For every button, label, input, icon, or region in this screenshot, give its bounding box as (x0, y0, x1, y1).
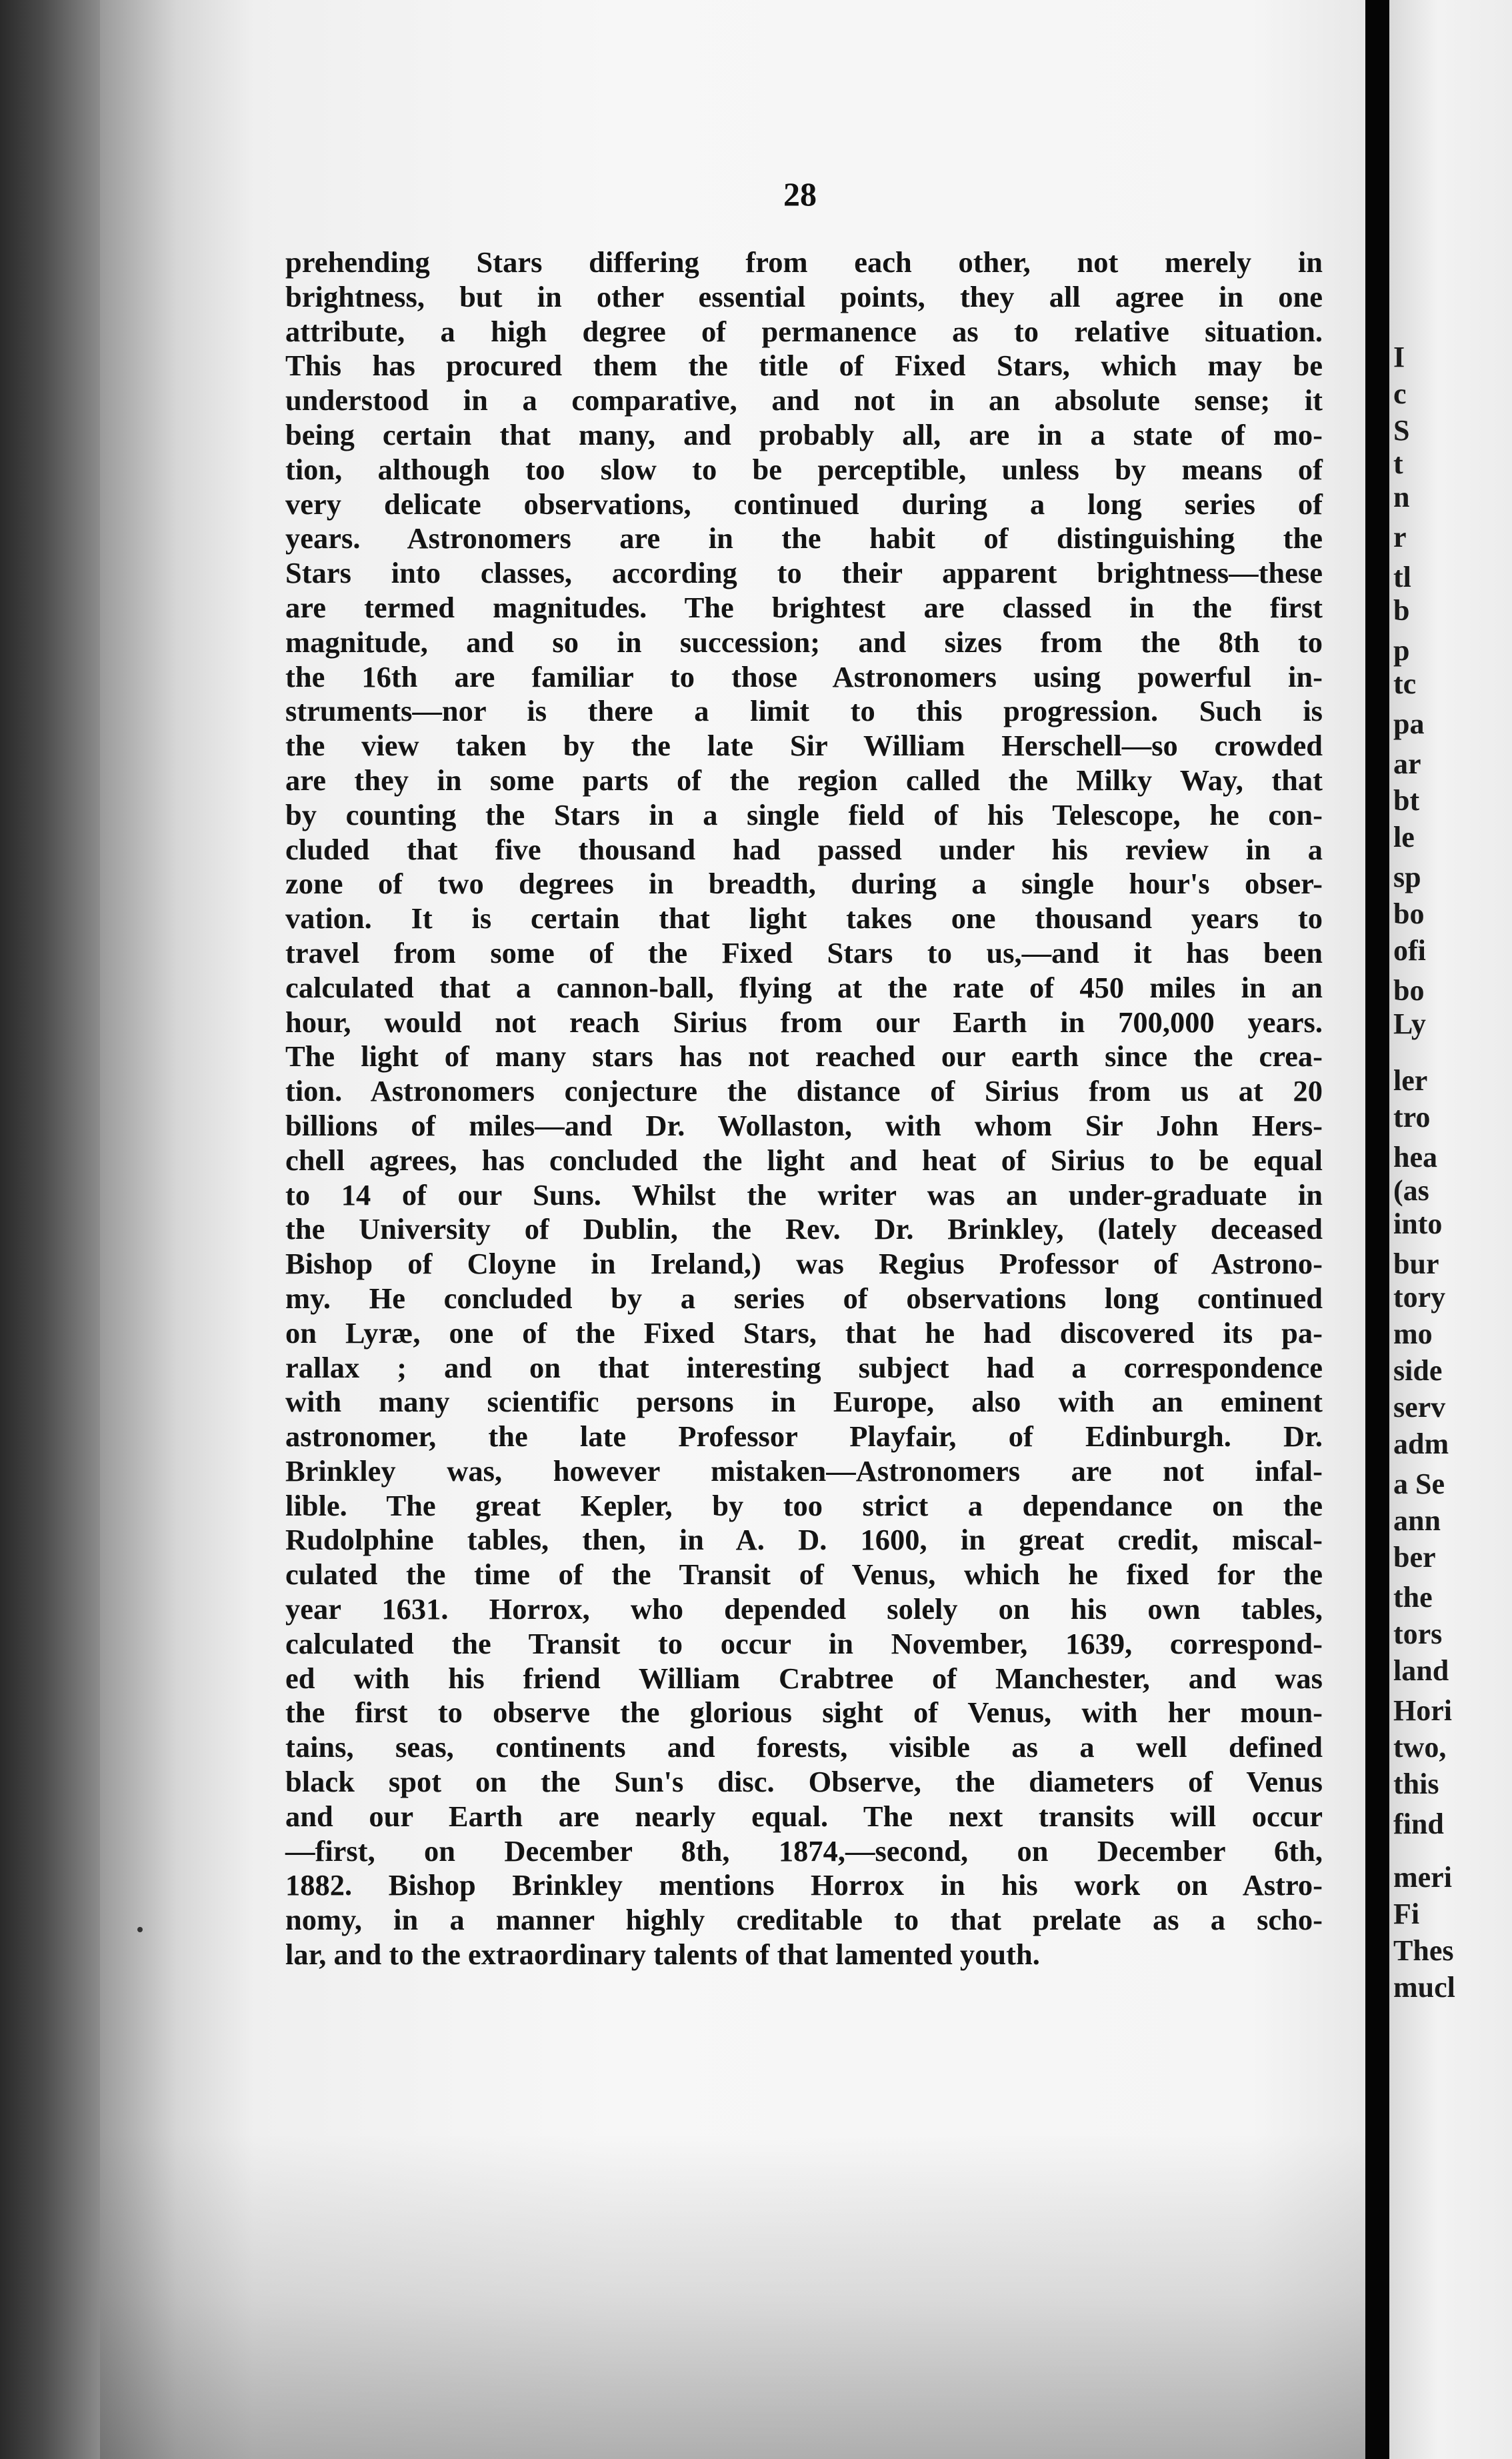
text-line: 1882. Bishop Brinkley mentions Horrox in his work on Astro- (285, 1868, 1323, 1902)
facing-page-fragment: mo (1393, 1318, 1433, 1350)
facing-page-fragment: (as (1393, 1174, 1429, 1207)
text-line: travel from some of the Fixed Stars to us,—and it has been (285, 935, 1323, 969)
facing-page-fragment: mucl (1393, 1971, 1455, 2004)
facing-page-fragment: bo (1393, 897, 1425, 930)
text-line: ed with his friend William Crabtree of Manchester, and was (285, 1661, 1323, 1695)
facing-page-fragment: bt (1393, 784, 1420, 817)
facing-page-fragment: bo (1393, 974, 1425, 1007)
facing-page-fragment: ar (1393, 747, 1421, 780)
text-line: Stars into classes, according to their apparent brightness—these (285, 556, 1323, 590)
facing-page-fragment: adm (1393, 1428, 1449, 1460)
facing-page-fragment: find (1393, 1808, 1444, 1840)
facing-page-fragment: serv (1393, 1391, 1446, 1424)
body-text (285, 245, 1323, 1972)
text-line: vation. It is certain that light takes one thousand years to (285, 901, 1323, 935)
facing-page-fragment: hea (1393, 1141, 1437, 1173)
text-line: Rudolphine tables, then, in A. D. 1600, in great credit, miscal- (285, 1523, 1323, 1557)
text-line: hour, would not reach Sirius from our Earth in 700,000 years. (285, 1005, 1323, 1039)
facing-page-fragment: ann (1393, 1504, 1441, 1537)
facing-page-fragment: two, (1393, 1731, 1447, 1764)
facing-page-fragment: this (1393, 1768, 1439, 1800)
text-line: the University of Dublin, the Rev. Dr. Brinkley, (lately deceased (285, 1212, 1323, 1246)
text-line: black spot on the Sun's disc. Observe, the diameters of Venus (285, 1765, 1323, 1799)
text-line: magnitude, and so in succession; and sizes from the 8th to (285, 625, 1323, 659)
text-line: nomy, in a manner highly creditable to that prelate as a scho- (285, 1903, 1323, 1937)
text-line: are termed magnitudes. The brightest are classed in the first (285, 590, 1323, 624)
text-line: tains, seas, continents and forests, visible as a well defined (285, 1730, 1323, 1764)
ink-speck (137, 1927, 143, 1932)
facing-page-fragment: Ly (1393, 1007, 1426, 1040)
facing-page-fragment: meri (1393, 1861, 1452, 1894)
text-line: by counting the Stars in a single field of his Telescope, he con- (285, 797, 1323, 831)
facing-page-fragment: ler (1393, 1064, 1428, 1097)
text-line: year 1631. Horrox, who depended solely on his own tables, (285, 1592, 1323, 1626)
text-line: lar, and to the extraordinary talents of that lamented youth. (285, 1938, 1040, 1972)
facing-page-fragment: tl (1393, 561, 1411, 593)
facing-page-fragment: n (1393, 481, 1410, 513)
text-line: rallax ; and on that interesting subject had a correspondence (285, 1350, 1323, 1384)
text-line: cluded that five thousand had passed under his review in a (285, 832, 1323, 866)
text-line: on Lyræ, one of the Fixed Stars, that he had discovered its pa- (285, 1316, 1323, 1350)
page-number: 28 (783, 175, 817, 213)
text-line: and our Earth are nearly equal. The next transits will occur (285, 1799, 1323, 1833)
facing-page-fragment: I (1393, 341, 1405, 373)
facing-page-fragment: into (1393, 1207, 1443, 1240)
facing-page-fragment: tro (1393, 1101, 1431, 1133)
facing-page-fragment: side (1393, 1354, 1443, 1387)
text-line: lible. The great Kepler, by too strict a dependance on the (285, 1488, 1323, 1522)
text-line: Brinkley was, however mistaken—Astronomers are not infal- (285, 1454, 1323, 1488)
facing-page-fragment: b (1393, 594, 1410, 627)
text-line: calculated the Transit to occur in November, 1639, correspond- (285, 1626, 1323, 1660)
facing-page-fragment: p (1393, 634, 1410, 667)
text-line: with many scientific persons in Europe, also with an eminent (285, 1385, 1323, 1419)
text-line: astronomer, the late Professor Playfair, of Edinburgh. Dr. (285, 1420, 1323, 1454)
facing-page-fragment: sp (1393, 861, 1421, 893)
facing-page-fragment: Fi (1393, 1898, 1420, 1930)
facing-page-fragment: t (1393, 447, 1403, 480)
text-line: the 16th are familiar to those Astronomers using powerful in- (285, 659, 1323, 693)
text-line: This has procured them the title of Fixed Stars, which may be (285, 349, 1323, 383)
text-line: —first, on December 8th, 1874,—second, on December 6th, (285, 1834, 1323, 1868)
facing-page-fragment: the (1393, 1581, 1433, 1614)
text-line: understood in a comparative, and not in an absolute sense; it (285, 383, 1323, 417)
text-line: culated the time of the Transit of Venus, which he fixed for the (285, 1558, 1323, 1592)
text-line: the view taken by the late Sir William Herschell—so crowded (285, 729, 1323, 763)
text-line: to 14 of our Suns. Whilst the writer was an under-graduate in (285, 1177, 1323, 1211)
page-bottom-shadow (100, 2134, 1380, 2459)
text-line: my. He concluded by a series of observations long continued (285, 1281, 1323, 1315)
facing-page-fragment: le (1393, 821, 1415, 853)
text-line: Bishop of Cloyne in Ireland,) was Regius Professor of Astrono- (285, 1247, 1323, 1281)
text-line: struments—nor is there a limit to this progression. Such is (285, 694, 1323, 728)
text-line: are they in some parts of the region called the Milky Way, that (285, 763, 1323, 797)
facing-page-fragment: Hori (1393, 1694, 1452, 1727)
text-line: the first to observe the glorious sight of Venus, with her moun- (285, 1696, 1323, 1730)
facing-page-fragment: S (1393, 414, 1410, 447)
text-line: billions of miles—and Dr. Wollaston, with whom Sir John Hers- (285, 1108, 1323, 1142)
facing-page-fragment: r (1393, 521, 1407, 553)
text-line: The light of many stars has not reached our earth since the crea- (285, 1039, 1323, 1073)
book-gutter (1365, 0, 1389, 2459)
text-line: brightness, but in other essential points, they all agree in one (285, 279, 1323, 313)
facing-page-fragment: tory (1393, 1281, 1446, 1314)
facing-page-fragment: Thes (1393, 1934, 1454, 1967)
text-line: chell agrees, has concluded the light and heat of Sirius to be equal (285, 1143, 1323, 1177)
text-line: very delicate observations, continued during a long series of (285, 487, 1323, 521)
text-line: tion, although too slow to be perceptible, unless by means of (285, 452, 1323, 486)
text-line: being certain that many, and probably all, are in a state of mo- (285, 417, 1323, 451)
facing-page-fragment: ofi (1393, 934, 1426, 967)
facing-page-fragment: ber (1393, 1541, 1436, 1574)
text-line: zone of two degrees in breadth, during a single hour's obser- (285, 867, 1323, 901)
facing-page-fragment: tc (1393, 667, 1417, 700)
text-line: calculated that a cannon-ball, flying at the rate of 450 miles in an (285, 970, 1323, 1004)
facing-page-fragment: bur (1393, 1248, 1439, 1280)
text-line: attribute, a high degree of permanence as to relative situation. (285, 314, 1323, 348)
facing-page-fragment: a Se (1393, 1468, 1445, 1500)
facing-page-fragment: tors (1393, 1618, 1443, 1650)
facing-page-fragment: c (1393, 377, 1407, 410)
text-line: tion. Astronomers conjecture the distance of Sirius from us at 20 (285, 1074, 1323, 1108)
facing-page-fragment: pa (1393, 707, 1425, 740)
text-line: prehending Stars differing from each other, not merely in (285, 245, 1323, 279)
text-line: years. Astronomers are in the habit of distinguishing the (285, 521, 1323, 555)
facing-page-fragment: land (1393, 1654, 1449, 1687)
